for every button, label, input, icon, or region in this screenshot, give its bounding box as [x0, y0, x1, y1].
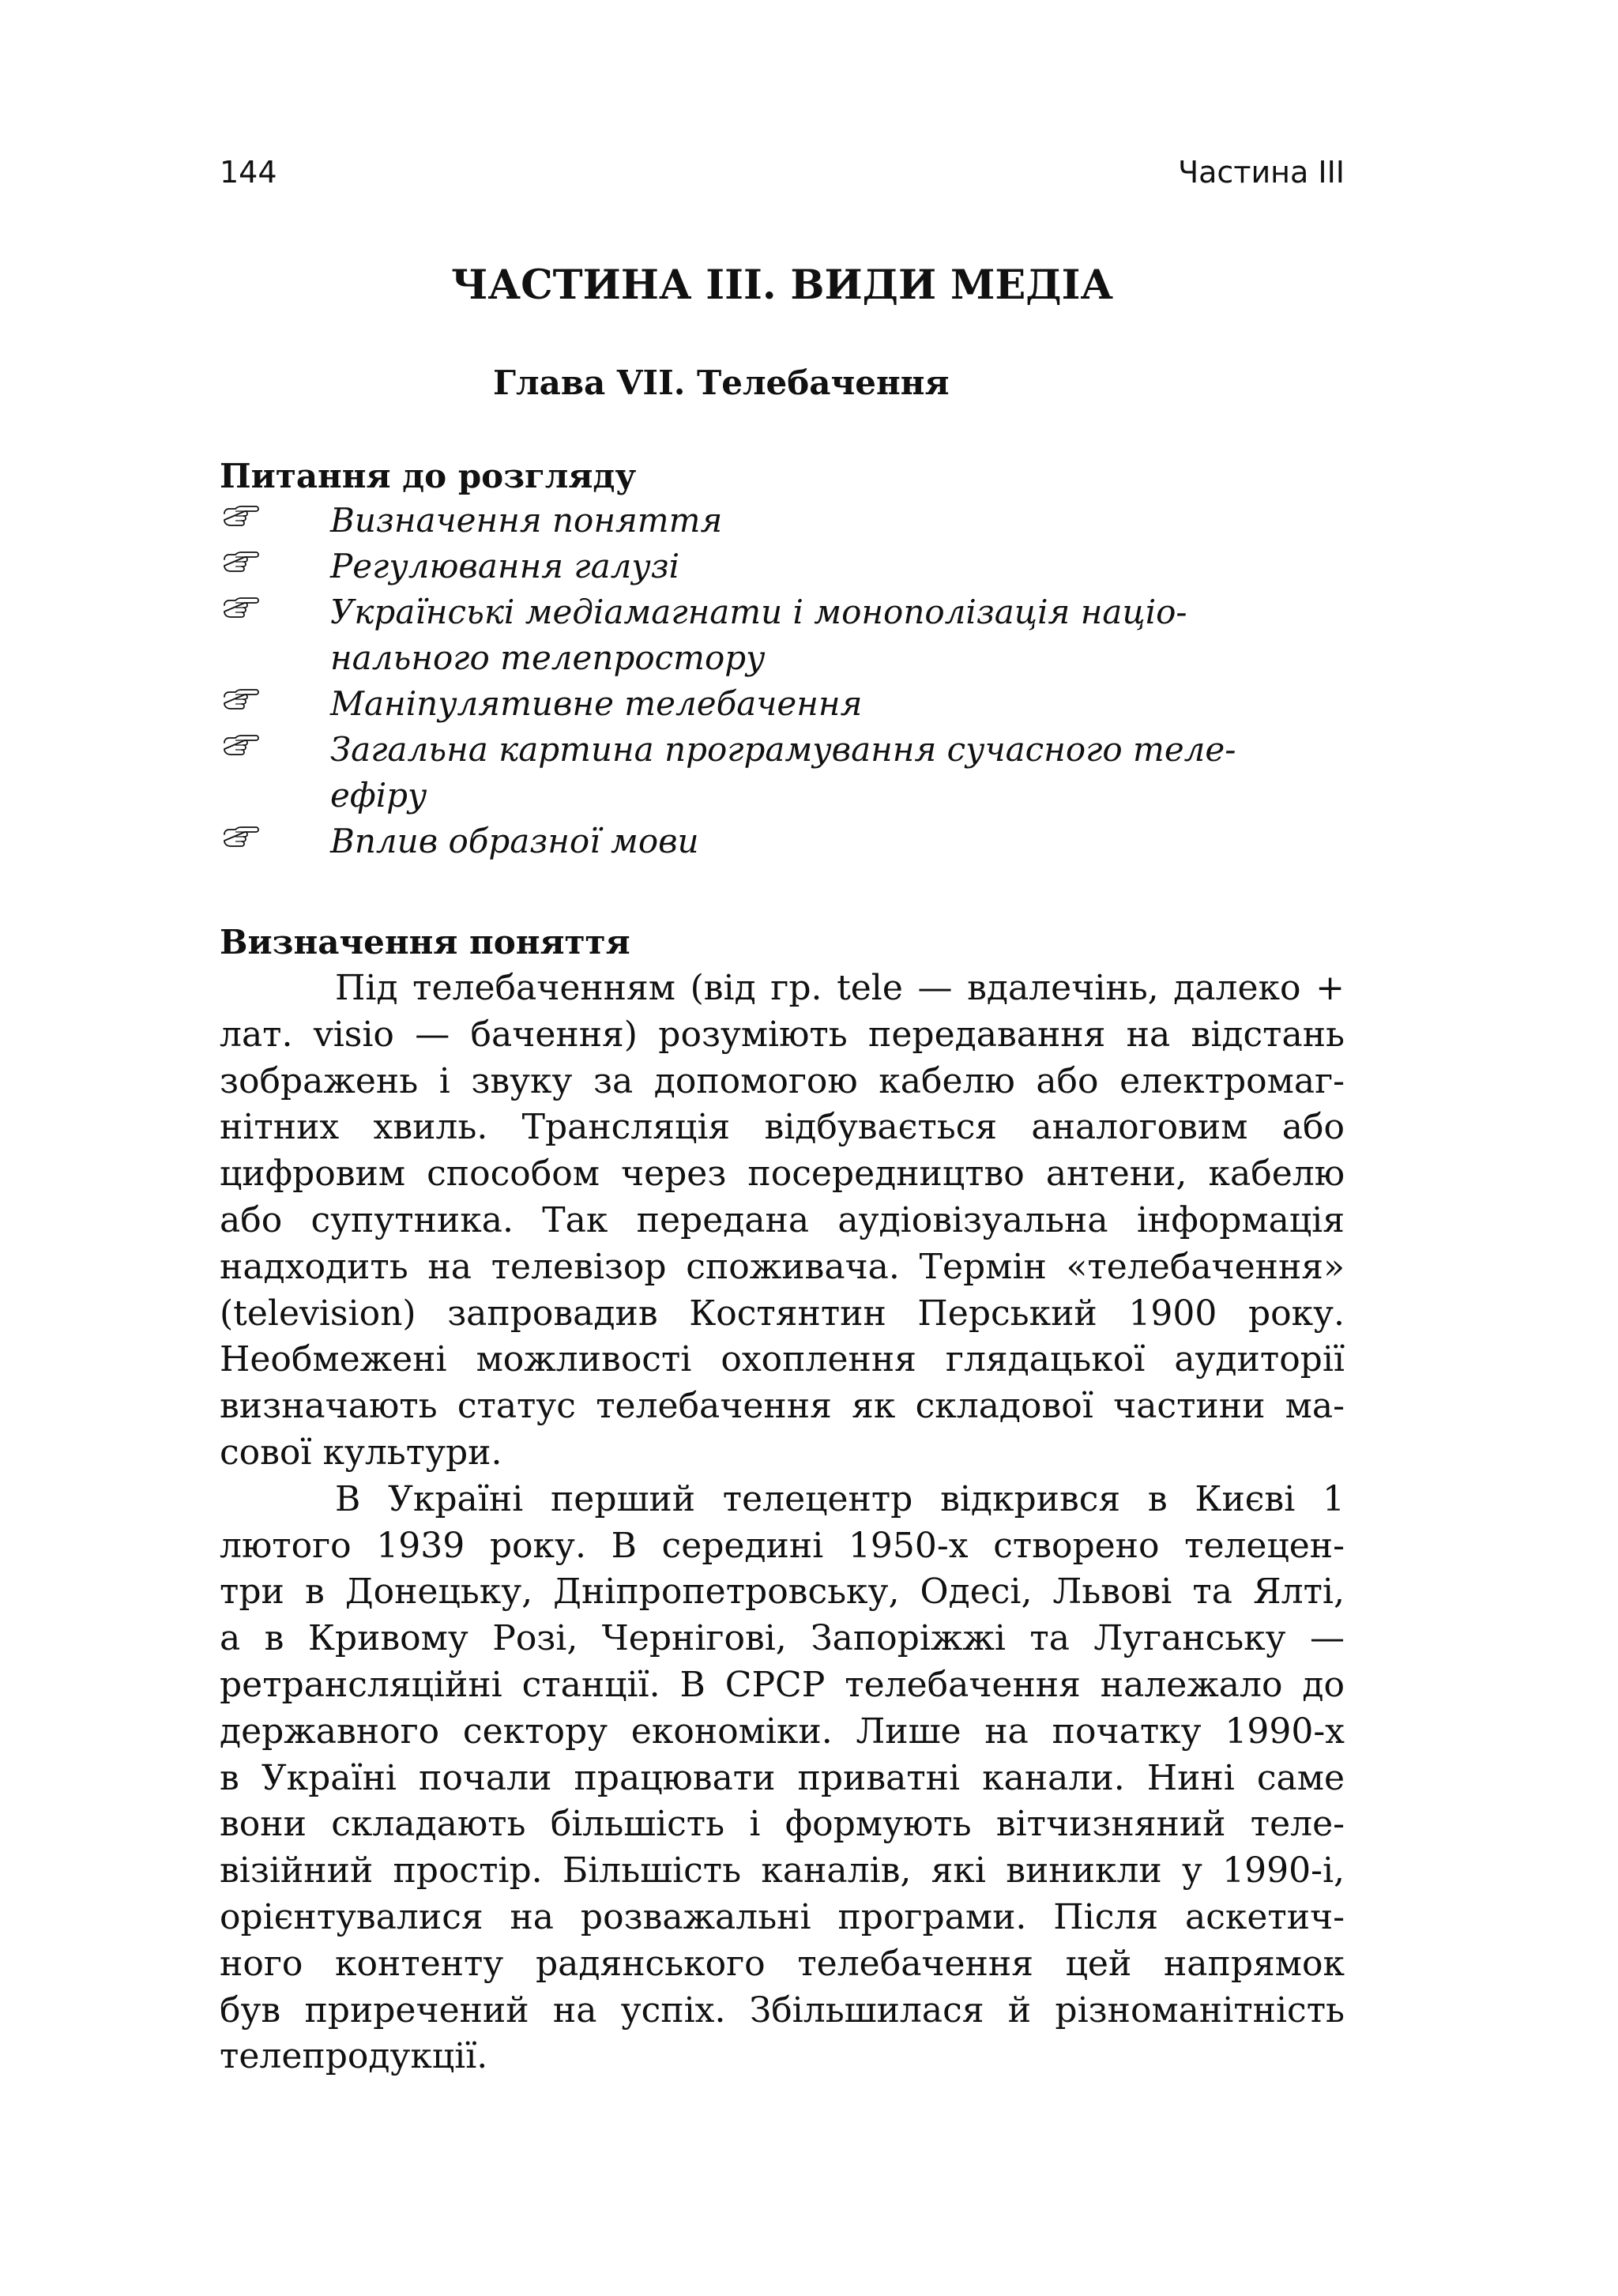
paragraph-line: цифровим способом через посередництво антени, кабелю	[220, 1154, 1345, 1195]
pointing-hand-icon	[221, 498, 259, 544]
paragraph-line: зображень і звуку за допомогою кабелю або електромаг-	[220, 1060, 1345, 1101]
pointing-hand-icon	[221, 544, 259, 589]
question-text: Вплив образної мови	[330, 822, 699, 860]
question-item	[220, 819, 1345, 864]
paragraph-line: лат. visio — бачення) розуміють передавання на відстань	[220, 1014, 1345, 1055]
pointing-hand-icon	[221, 819, 259, 864]
paragraph-line: був приречений на успіх. Збільшилася й різноманітність	[220, 1989, 1345, 2031]
question-item	[220, 589, 1345, 681]
paragraph-line: Під телебаченням (від гр. tele — вдалечінь, далеко +	[335, 968, 1345, 1008]
body-text	[220, 965, 1345, 2080]
question-text: Визначення поняття	[330, 501, 723, 540]
pointing-hand-icon	[221, 727, 259, 773]
question-text: нального телепростору	[330, 638, 766, 677]
paragraph-line: В Україні перший телецентр відкрився в Києві 1	[335, 1478, 1345, 1519]
paragraph-line: лютого 1939 року. В середині 1950-х створено телецен-	[220, 1525, 1345, 1566]
section-heading: Визначення поняття	[220, 923, 630, 962]
question-text: ефіру	[330, 776, 427, 815]
question-text: Загальна картина програмування сучасного теле-	[330, 730, 1236, 769]
questions-list	[220, 498, 1345, 864]
part-title: ЧАСТИНА III. ВИДИ МЕДІА	[450, 262, 1114, 309]
paragraph	[220, 1477, 1345, 2080]
running-title: Частина III	[1178, 155, 1345, 190]
paragraph-line: в Україні почали працювати приватні канали. Нині саме	[220, 1757, 1345, 1798]
question-item	[220, 681, 1345, 727]
question-item	[220, 544, 1345, 589]
chapter-title: Глава VII. Телебачення	[493, 363, 950, 402]
paragraph-line: надходить на телевізор споживача. Термін «телебачення»	[220, 1246, 1345, 1287]
paragraph	[220, 965, 1345, 1477]
paragraph-line: ретрансляційні станції. В СРСР телебачення належало до	[220, 1664, 1345, 1705]
paragraph-line: візійний простір. Більшість каналів, які виникли у 1990-і,	[220, 1850, 1345, 1891]
question-item	[220, 498, 1345, 544]
paragraph-line: телепродукції.	[220, 2036, 488, 2077]
paragraph-line: нітних хвиль. Трансляція відбувається аналоговим або	[220, 1107, 1345, 1148]
paragraph-line: орієнтувалися на розважальні програми. Після аскетич-	[220, 1896, 1345, 1937]
page-number: 144	[220, 155, 277, 190]
paragraph-line: вони складають більшість і формують вітчизняний теле-	[220, 1804, 1345, 1845]
book-page	[220, 0, 1345, 2296]
paragraph-line: Необмежені можливості охоплення глядацької аудиторії	[220, 1339, 1345, 1380]
paragraph-line: ного контенту радянського телебачення цей напрямок	[220, 1943, 1345, 1984]
question-text: Маніпулятивне телебачення	[330, 684, 863, 723]
paragraph-line: або супутника. Так передана аудіовізуальна інформація	[220, 1199, 1345, 1240]
paragraph-line: визначають статус телебачення як складової частини ма-	[220, 1386, 1345, 1427]
paragraph-line: державного сектору економіки. Лише на початку 1990-х	[220, 1711, 1345, 1752]
pointing-hand-icon	[221, 681, 259, 727]
paragraph-line: (television) запровадив Костянтин Перський 1900 року.	[220, 1293, 1345, 1334]
question-item	[220, 727, 1345, 819]
question-text: Регулювання галузі	[330, 547, 680, 585]
paragraph-line: а в Кривому Розі, Чернігові, Запоріжжі та Луганську —	[220, 1618, 1345, 1659]
pointing-hand-icon	[221, 589, 259, 635]
paragraph-line: сової культури.	[220, 1432, 502, 1473]
paragraph-line: три в Донецьку, Дніпропетровську, Одесі, Львові та Ялті,	[220, 1571, 1345, 1613]
running-head	[220, 149, 1345, 196]
questions-heading: Питання до розгляду	[220, 457, 637, 495]
question-text: Українські медіамагнати і монополізація націо-	[330, 593, 1187, 631]
